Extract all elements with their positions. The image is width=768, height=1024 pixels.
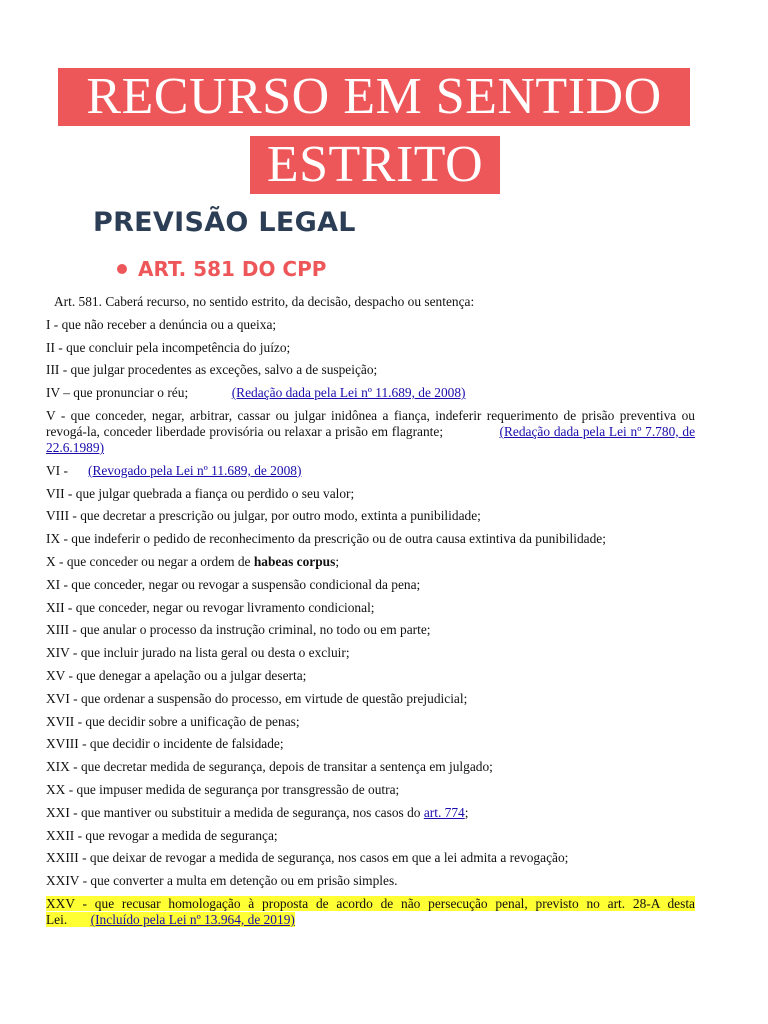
item-xx: XX - que impuser medida de segurança por transgressão de outra;: [46, 781, 400, 797]
item-xv: XV - que denegar a apelação ou a julgar deserta;: [46, 667, 307, 683]
item-xxi-text: XXI - que mantiver ou substituir a medida de segurança, nos casos do: [46, 804, 421, 820]
item-xii: XII - que conceder, negar ou revogar livramento condicional;: [46, 599, 375, 615]
item-x-text: X - que conceder ou negar a ordem de: [46, 553, 251, 569]
item-xvi: XVI - que ordenar a suspensão do processo, em virtude de questão prejudicial;: [46, 690, 468, 706]
item-xiii: XIII - que anular o processo da instrução criminal, no todo ou em parte;: [46, 622, 431, 638]
item-x: [46, 554, 695, 570]
item-vi-ref-link[interactable]: (Revogado pela Lei nº 11.689, de 2008): [88, 462, 302, 478]
item-xxiv: XXIV - que converter a multa em detenção ou em prisão simples.: [46, 873, 398, 889]
article-intro: Art. 581. Caberá recurso, no sentido estrito, da decisão, despacho ou sentença:: [54, 294, 475, 309]
item-xxv-text: XXV - que recusar homologação à proposta de acordo de não persecução penal, previsto no art. 28-A desta Lei.: [46, 895, 695, 927]
item-x-bold: habeas corpus: [253, 553, 336, 569]
item-xi: XI - que conceder, negar ou revogar a suspensão condicional da pena;: [46, 576, 421, 592]
bullet-text: ART. 581 DO CPP: [138, 257, 327, 281]
law-text: [46, 294, 695, 928]
item-ix: IX - que indeferir o pedido de reconhecimento da prescrição ou de outra causa extintiva da punibilidade;: [46, 531, 606, 547]
item-i: I - que não receber a denúncia ou a queixa;: [46, 316, 277, 332]
item-iv-text: IV – que pronunciar o réu;: [46, 385, 189, 401]
item-xxi-end: ;: [464, 804, 469, 820]
item-xix: XIX - que decretar medida de segurança, depois de transitar a sentença em julgado;: [46, 759, 493, 775]
item-xxv-ref-link[interactable]: (Incluído pela Lei nº 13.964, de 2019): [90, 911, 295, 927]
item-xiv: XIV - que incluir jurado na lista geral ou desta o excluir;: [46, 645, 350, 661]
item-vi-text: VI -: [46, 462, 68, 478]
item-xvii: XVII - que decidir sobre a unificação de penas;: [46, 713, 300, 729]
title-line-2: ESTRITO: [250, 136, 500, 194]
item-x-end: ;: [335, 553, 340, 569]
item-v: [46, 408, 695, 456]
item-xxii: XXII - que revogar a medida de segurança;: [46, 827, 278, 843]
item-iv-ref-link[interactable]: (Redação dada pela Lei nº 11.689, de 2008): [231, 385, 466, 401]
item-ii: II - que concluir pela incompetência do juízo;: [46, 339, 291, 355]
item-xxi-ref-link[interactable]: art. 774: [423, 804, 465, 820]
item-xxiii: XXIII - que deixar de revogar a medida de segurança, nos casos em que a lei admita a revogação;: [46, 850, 569, 866]
item-iii: III - que julgar procedentes as exceções, salvo a de suspeição;: [46, 362, 378, 378]
item-vi: [46, 463, 695, 479]
title-line-1: RECURSO EM SENTIDO: [58, 68, 690, 126]
item-vii: VII - que julgar quebrada a fiança ou perdido o seu valor;: [46, 485, 355, 501]
item-viii: VIII - que decretar a prescrição ou julgar, por outro modo, extinta a punibilidade;: [46, 508, 481, 524]
item-iv: [46, 385, 695, 401]
bullet-dot-icon: [117, 264, 127, 274]
item-xxv-gap: [67, 912, 90, 927]
item-v-text: V - que conceder, negar, arbitrar, cassar ou julgar inidônea a fiança, indeferir requerimento de prisão preventiva ou revogá-la, conceder liberdade provisória ou relaxar a prisão em flagrante;: [46, 407, 695, 439]
item-v-ref-link[interactable]: (Redação dada pela Lei nº 7.780, de 22.6.1989): [46, 423, 696, 455]
item-xxv: [46, 896, 695, 928]
bullet-item: [117, 257, 326, 281]
item-xxi: [46, 805, 695, 821]
section-heading: PREVISÃO LEGAL: [93, 207, 356, 238]
item-xviii: XVIII - que decidir o incidente de falsidade;: [46, 736, 284, 752]
